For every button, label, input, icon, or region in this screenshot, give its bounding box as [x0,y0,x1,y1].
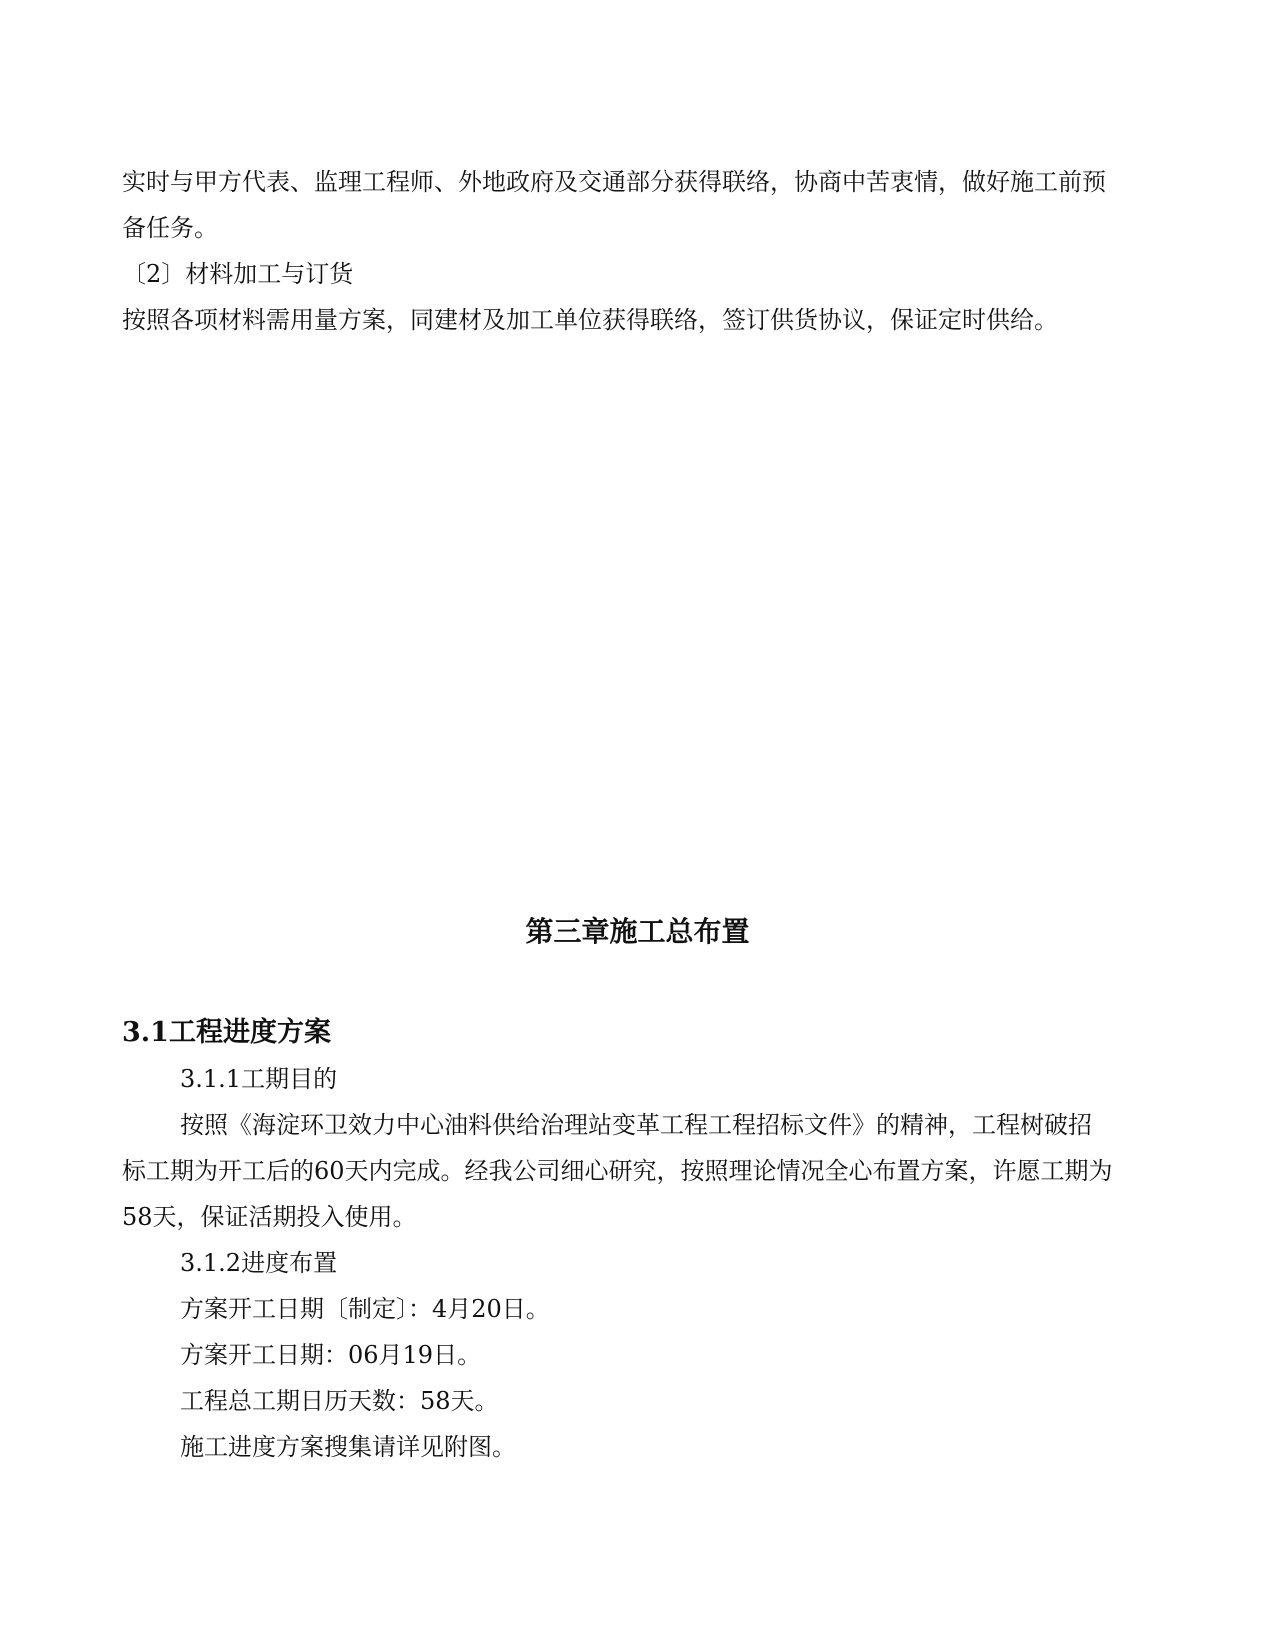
paragraph-line: 58天，保证活期投入使用。 [122,1203,417,1231]
paragraph-line: 实时与甲方代表、监理工程师、外地政府及交通部分获得联络，协商中苦衷情，做好施工前预 [122,168,1106,196]
total-days-line: 工程总工期日历天数：58天。 [180,1387,499,1415]
start-date-line: 方案开工日期〔制定〕：4月20日。 [180,1295,550,1323]
paragraph-line: 标工期为开工后的60天内完成。经我公司细心研究，按照理论情况全心布置方案，许愿工期为 [122,1157,1113,1185]
end-date-line: 方案开工日期：06月19日。 [180,1341,482,1369]
section-title: 3.1工程进度方案 [122,1017,331,1048]
note-line: 施工进度方案搜集请详见附图。 [180,1433,516,1461]
item-heading: 〔2〕材料加工与订货 [122,260,354,288]
subsection-heading: 3.1.1工期目的 [180,1065,338,1093]
paragraph-line: 备任务。 [122,214,218,242]
paragraph-line: 按照各项材料需用量方案，同建材及加工单位获得联络，签订供货协议，保证定时供给。 [122,306,1058,334]
subsection-heading: 3.1.2进度布置 [180,1249,338,1277]
chapter-title: 第三章施工总布置 [525,915,750,948]
paragraph-line: 按照《海淀环卫效力中心油料供给治理站变革工程工程招标文件》的精神，工程树破招 [180,1111,1092,1139]
